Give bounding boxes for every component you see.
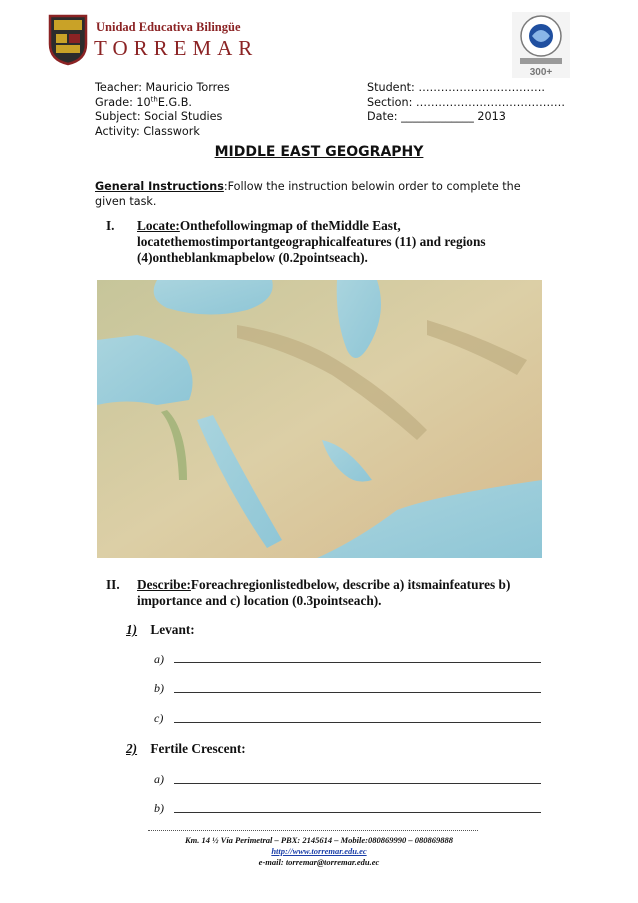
brand-name: TORREMAR xyxy=(94,36,259,60)
footer-website-link[interactable]: http://www.torremar.edu.ec xyxy=(271,846,367,856)
item-fertile-crescent-name: Fertile Crescent: xyxy=(150,741,246,756)
teacher-line: Teacher: Mauricio Torres xyxy=(95,81,230,94)
section-locate xyxy=(106,218,546,268)
levant-answer-a-line[interactable] xyxy=(174,662,541,663)
item-fertile-crescent-number: 2) xyxy=(126,741,138,756)
grade-line: Grade: 10thE.G.B. xyxy=(95,94,192,109)
footer-email: e-mail: torremar@torremar.edu.ec xyxy=(258,857,380,867)
section-field[interactable]: Section: …………………………………. xyxy=(367,95,565,109)
middle-east-blank-map xyxy=(97,280,542,558)
general-instructions xyxy=(95,180,545,209)
fertile-crescent-answer-b-label: b) xyxy=(154,801,164,815)
section-describe-text: Foreachregionlistedbelow, describe a) itsmainfeatures b) importance and c) location (0.3pointseach). xyxy=(137,577,511,608)
footer-url-row xyxy=(0,846,638,857)
section-locate-text: Onthefollowingmap of theMiddle East, locatethemostimportantgeographicalfeatures (11) and regions (4)ontheblankmapbelow (0.2pointseach). xyxy=(137,218,486,265)
section-locate-number: I. xyxy=(106,218,115,233)
levant-answer-b-label: b) xyxy=(154,681,164,695)
page-title: MIDDLE EAST GEOGRAPHY xyxy=(214,144,424,160)
levant-answer-a-label: a) xyxy=(154,652,164,666)
info-right xyxy=(367,81,565,125)
brand-subtitle: Unidad Educativa Bilingüe xyxy=(96,20,241,34)
student-field[interactable]: Student: ……………………………. xyxy=(367,81,545,94)
info-left xyxy=(95,81,230,139)
footer-rule xyxy=(148,830,478,831)
section-describe-label: Describe: xyxy=(137,577,191,592)
section-describe xyxy=(106,577,546,617)
general-instructions-label: General Instructions xyxy=(95,180,224,193)
date-field[interactable]: Date: _____________ 2013 xyxy=(367,110,506,123)
section-describe-number: II. xyxy=(106,577,120,592)
item-levant xyxy=(126,622,195,638)
certification-badge-icon xyxy=(512,12,570,78)
fertile-crescent-answer-a-line[interactable] xyxy=(174,783,541,784)
cert-badge-text: 300+ xyxy=(529,67,553,78)
fertile-crescent-answer-b-line[interactable] xyxy=(174,812,541,813)
fertile-crescent-answer-a-label: a) xyxy=(154,772,164,786)
footer-address: Km. 14 ½ Vía Perimetral – PBX: 2145614 – Mobile:080869990 – 080869888 xyxy=(185,835,453,845)
subject-line: Subject: Social Studies xyxy=(95,110,223,123)
item-fertile-crescent xyxy=(126,741,246,757)
item-levant-number: 1) xyxy=(126,622,138,637)
levant-answer-c-label: c) xyxy=(154,711,164,725)
item-levant-name: Levant: xyxy=(150,622,195,637)
section-locate-label: Locate: xyxy=(137,218,180,233)
levant-answer-c-line[interactable] xyxy=(174,722,541,723)
levant-answer-b-line[interactable] xyxy=(174,692,541,693)
general-instructions-text: :Follow the instruction belowin order to complete the given task. xyxy=(95,180,521,208)
school-crest-icon xyxy=(48,14,88,66)
activity-line: Activity: Classwork xyxy=(95,124,200,138)
